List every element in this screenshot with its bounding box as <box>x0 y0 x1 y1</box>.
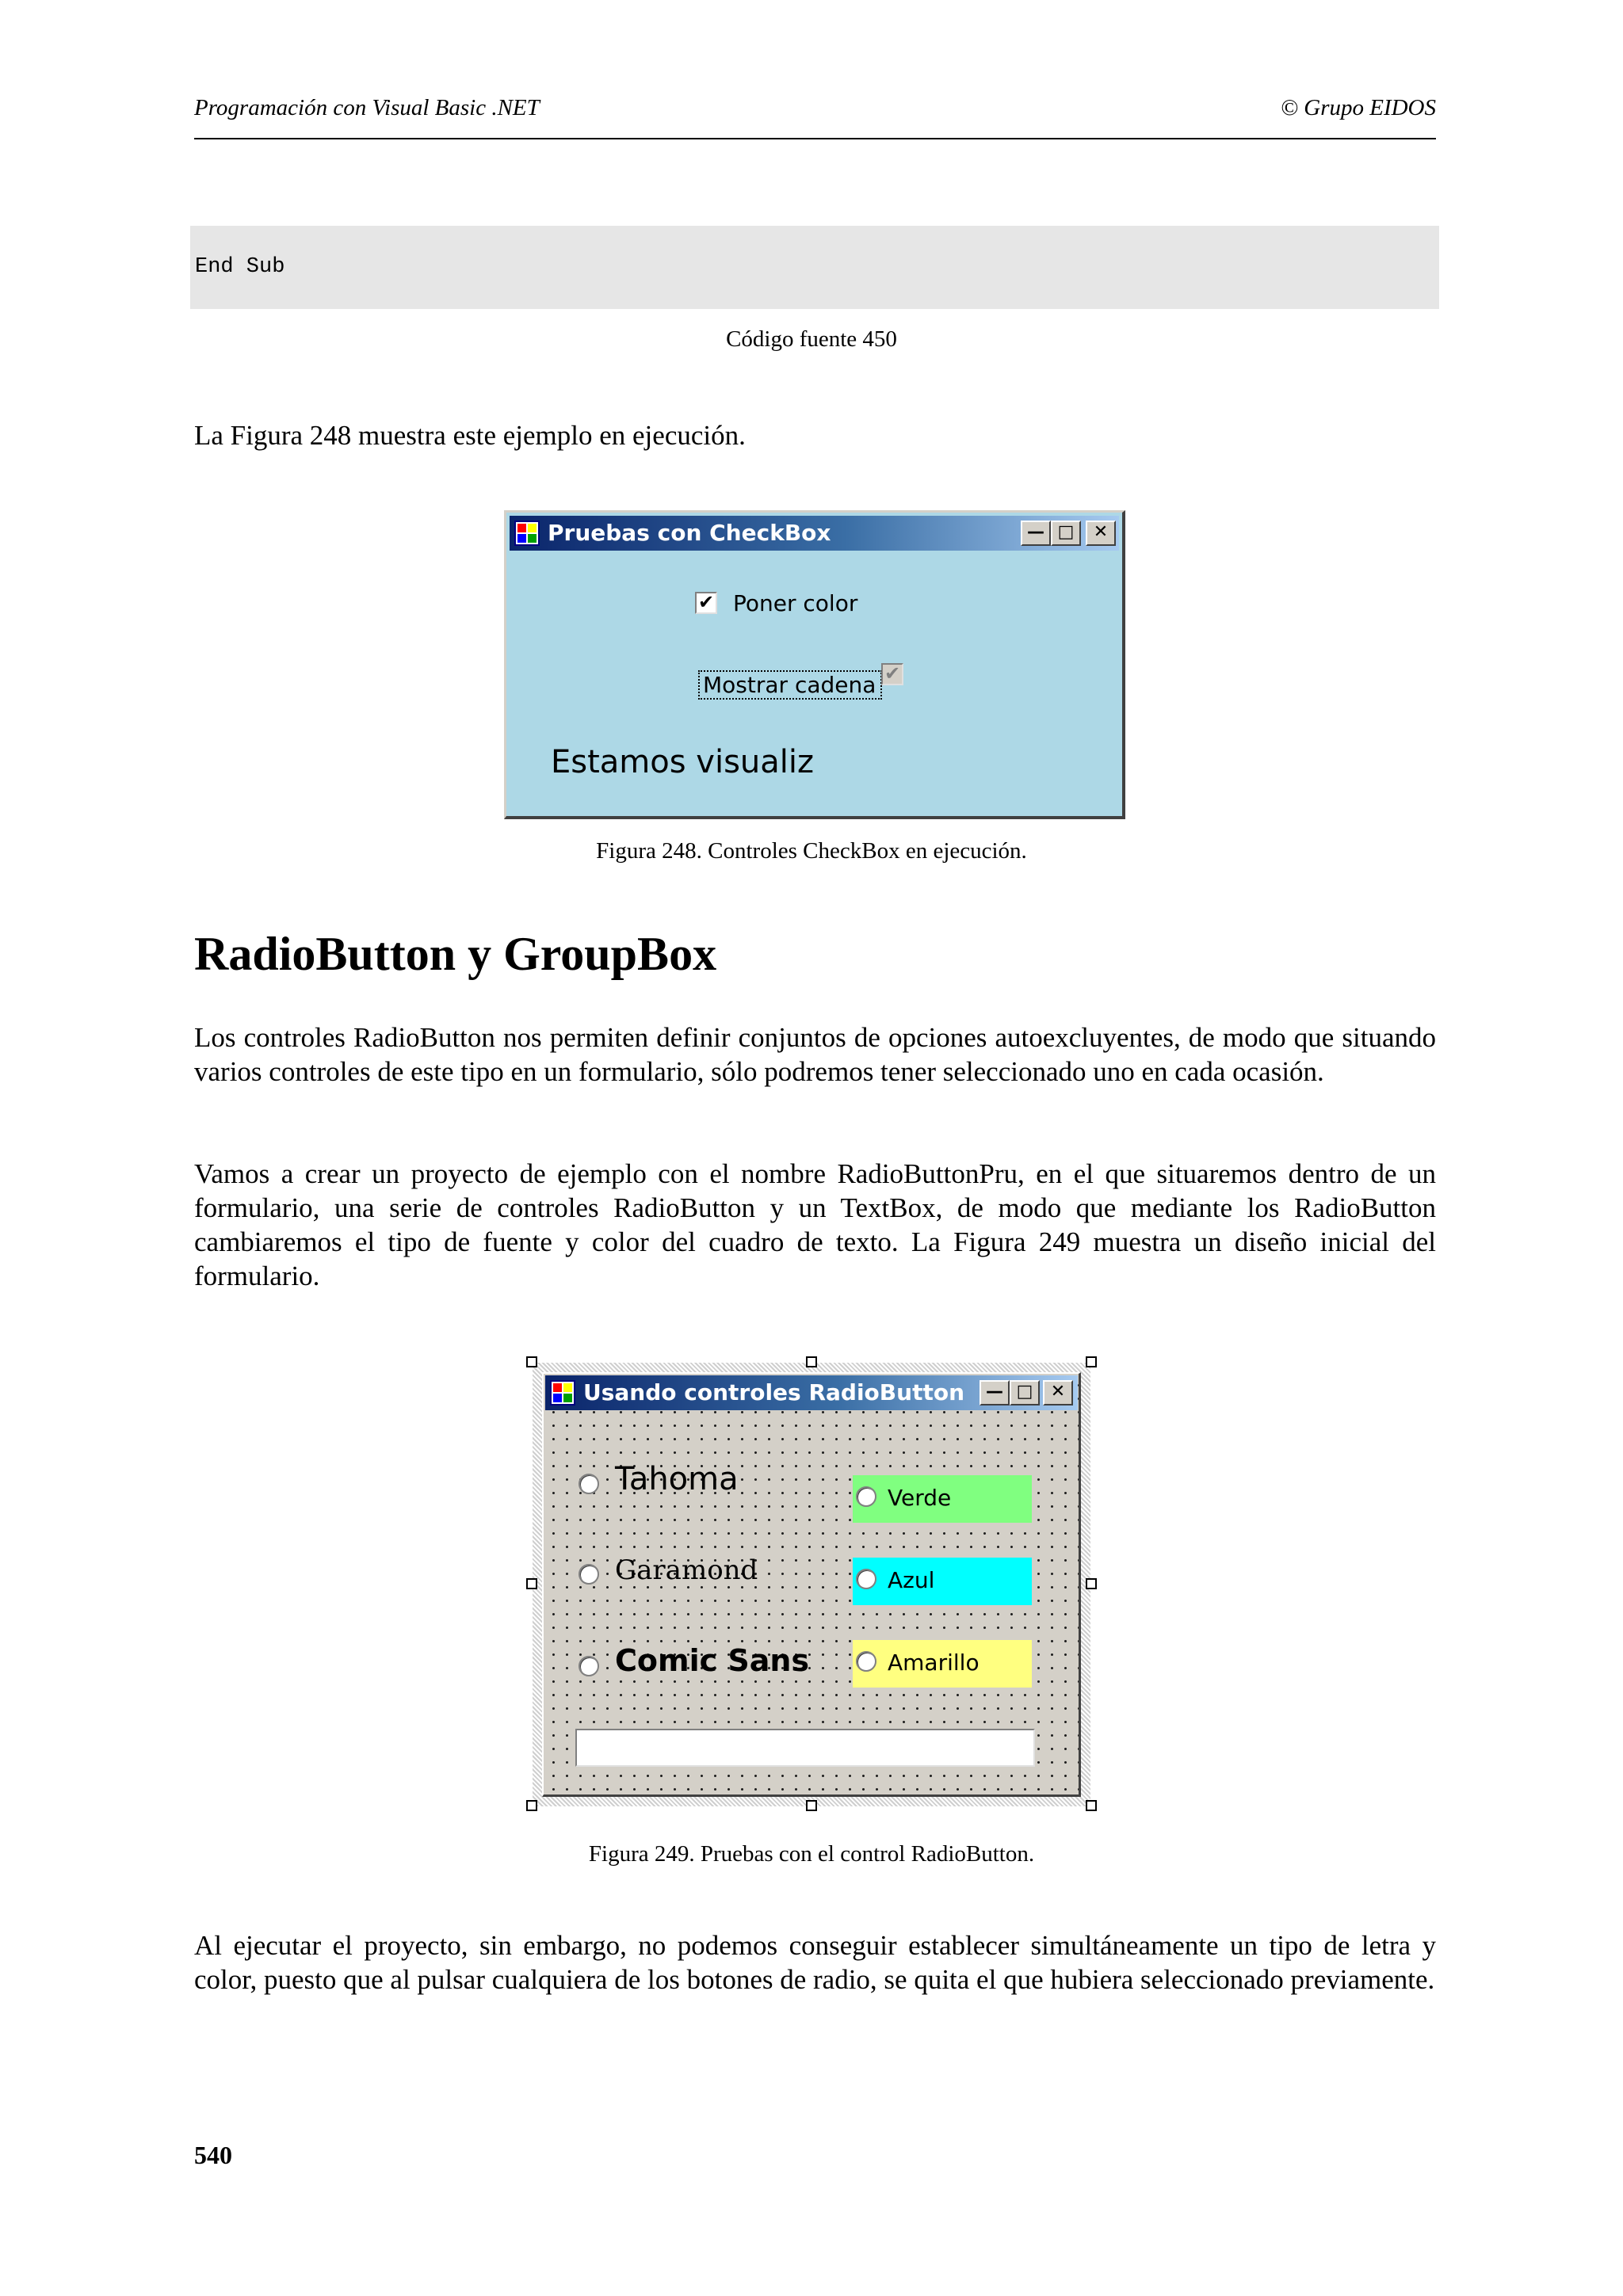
form-icon <box>514 521 540 546</box>
figure-248-caption: Figura 248. Controles CheckBox en ejecución. <box>596 838 1027 864</box>
figure-249-caption: Figura 249. Pruebas con el control RadioButton. <box>588 1841 1035 1867</box>
close-button[interactable] <box>1043 1380 1073 1405</box>
radio-garamond[interactable] <box>579 1564 599 1585</box>
radio-azul[interactable] <box>856 1569 876 1589</box>
check-icon: ✔ <box>884 662 901 685</box>
code-line: End Sub <box>195 255 285 279</box>
close-icon: ✕ <box>1050 1382 1066 1402</box>
section-title: RadioButton y GroupBox <box>194 928 717 980</box>
minimize-button[interactable] <box>1021 521 1051 546</box>
radio-tahoma[interactable] <box>579 1474 599 1494</box>
window-titlebar <box>545 1375 1078 1410</box>
radiobutton-form <box>542 1372 1081 1797</box>
maximize-icon: □ <box>1016 1382 1033 1402</box>
resize-handle[interactable] <box>806 1800 817 1811</box>
designer-form-frame <box>526 1356 1097 1811</box>
radio-verde[interactable] <box>856 1486 876 1507</box>
running-header-title: Programación con Visual Basic .NET <box>194 95 540 120</box>
radio-label-verde: Verde <box>888 1485 952 1511</box>
color-option-verde[interactable] <box>853 1475 1032 1523</box>
mostrar-cadena-label: Mostrar cadena <box>698 670 882 700</box>
close-icon: ✕ <box>1093 522 1109 542</box>
radio-label-azul: Azul <box>888 1567 935 1593</box>
check-icon: ✔ <box>697 591 715 613</box>
radio-label-comic-sans: Comic Sans <box>615 1643 810 1678</box>
resize-handle[interactable] <box>1086 1356 1097 1367</box>
radio-label-garamond: Garamond <box>615 1554 758 1586</box>
minimize-icon: — <box>1027 522 1044 542</box>
minimize-button[interactable] <box>980 1380 1010 1405</box>
color-option-azul[interactable] <box>853 1558 1032 1605</box>
close-button[interactable] <box>1086 521 1116 546</box>
resize-handle[interactable] <box>526 1356 537 1367</box>
resize-handle[interactable] <box>1086 1800 1097 1811</box>
running-header-publisher: © Grupo EIDOS <box>1280 95 1436 120</box>
paragraph: Vamos a crear un proyecto de ejemplo con el nombre RadioButtonPru, en el que situaremos dentro de un formulario, una serie de controles RadioButton y un TextBox, de modo que mediante los RadioButton cambiaremos el tipo de fuente y color del cuadro de texto. La Figura 249 muestra un diseño inicial del formulario. <box>194 1158 1436 1291</box>
resize-handle[interactable] <box>806 1356 817 1367</box>
poner-color-label: Poner color <box>733 590 858 616</box>
code-caption: Código fuente 450 <box>726 326 897 352</box>
window-title: Pruebas con CheckBox <box>548 520 831 546</box>
window-titlebar <box>510 516 1119 551</box>
paragraph: Los controles RadioButton nos permiten definir conjuntos de opciones autoexcluyentes, de modo que situando varios controles de este tipo en un formulario, sólo podremos tener seleccionado uno en cada ocasión. <box>194 1022 1436 1087</box>
sample-textbox[interactable] <box>575 1729 1035 1767</box>
radio-comic-sans[interactable] <box>579 1656 599 1676</box>
resize-handle[interactable] <box>526 1578 537 1589</box>
checkbox-test-window <box>504 510 1125 819</box>
resize-handle[interactable] <box>1086 1578 1097 1589</box>
color-option-amarillo[interactable] <box>853 1640 1032 1688</box>
radio-label-amarillo: Amarillo <box>888 1650 980 1676</box>
window-title: Usando controles RadioButton <box>583 1379 965 1405</box>
code-listing <box>190 226 1439 309</box>
header-rule <box>194 138 1436 139</box>
maximize-button[interactable] <box>1010 1380 1040 1405</box>
page-number: 540 <box>194 2141 232 2169</box>
display-label: Estamos visualiz <box>551 744 815 780</box>
intro-paragraph: La Figura 248 muestra este ejemplo en ejecución. <box>194 420 746 451</box>
resize-handle[interactable] <box>526 1800 537 1811</box>
paragraph: Al ejecutar el proyecto, sin embargo, no podemos conseguir establecer simultáneamente un tipo de letra y color, puesto que al pulsar cualquiera de los botones de radio, se quita el que hubiera seleccionado previamente. <box>194 1930 1436 1995</box>
mostrar-cadena-checkbox[interactable] <box>881 663 903 685</box>
minimize-icon: — <box>986 1382 1003 1402</box>
poner-color-checkbox[interactable] <box>695 592 717 614</box>
form-icon <box>550 1380 575 1405</box>
radio-amarillo[interactable] <box>856 1651 876 1672</box>
maximize-icon: □ <box>1057 522 1075 542</box>
radio-label-tahoma: Tahoma <box>615 1461 739 1497</box>
maximize-button[interactable] <box>1051 521 1081 546</box>
